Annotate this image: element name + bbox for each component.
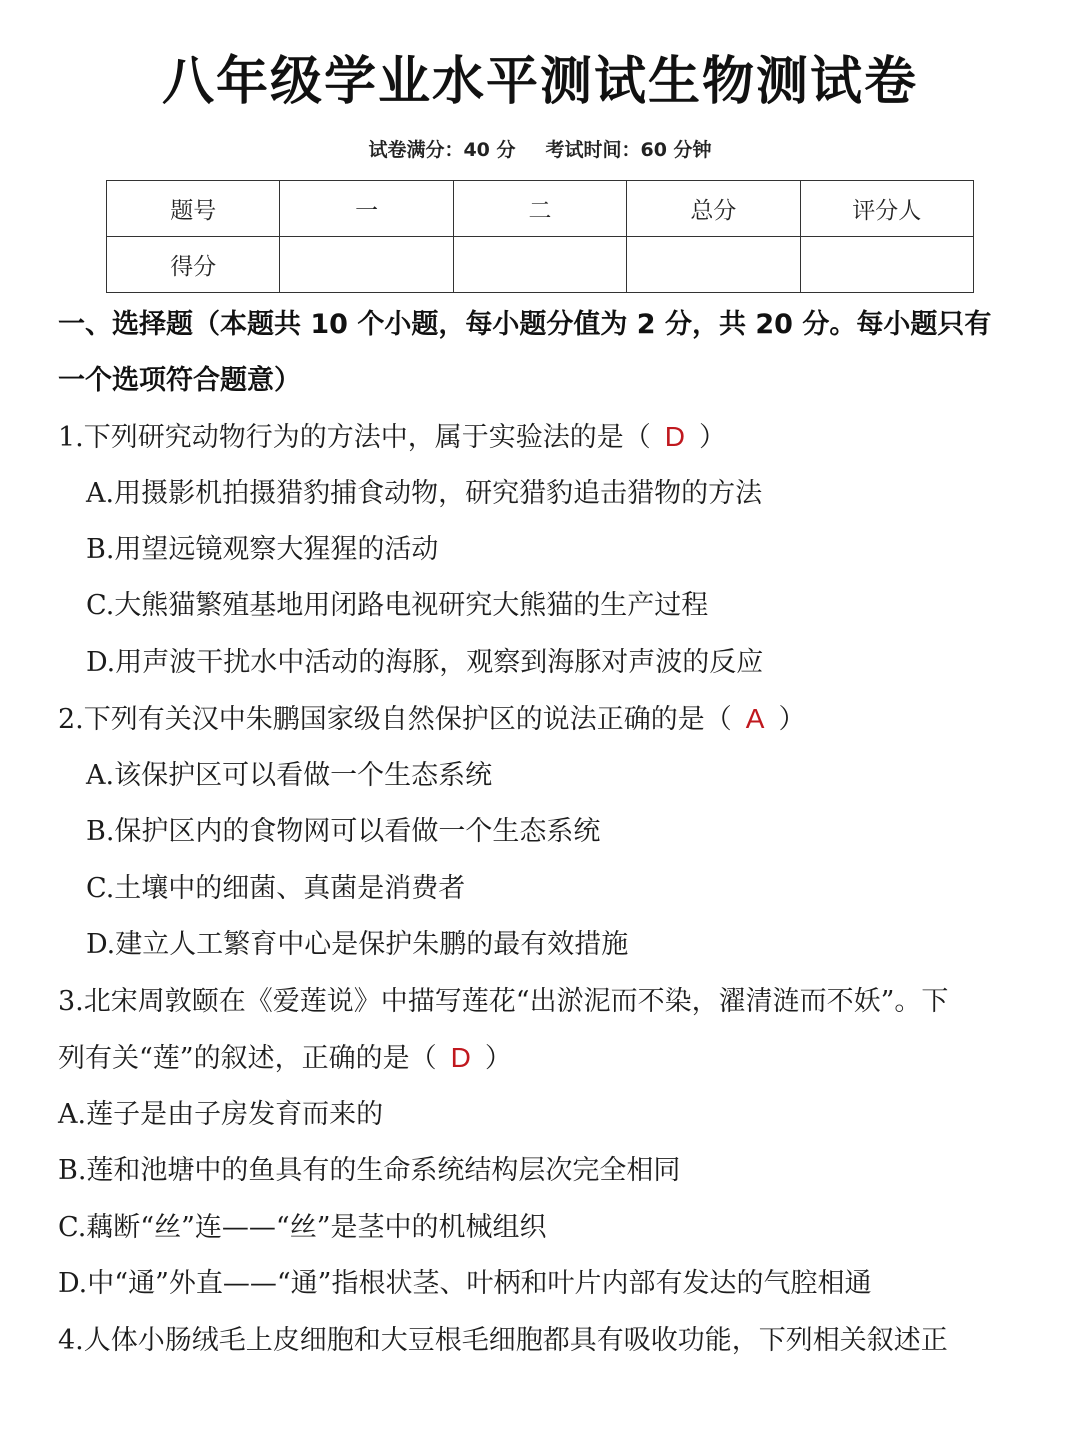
score-table-cell: [627, 237, 800, 293]
question-3-stem: 3.北宋周敦颐在《爱莲说》中描写莲花“出淤泥而不染，濯清涟而不妖”。下: [58, 986, 949, 1017]
exam-time: 考试时间：60 分钟: [545, 139, 712, 161]
exam-title: 八年级学业水平测试生物测试卷: [161, 52, 918, 112]
question-4-stem: 4.人体小肠绒毛上皮细胞和大豆根毛细胞都具有吸收功能，下列相关叙述正: [58, 1325, 948, 1356]
full-score: 试卷满分：40 分: [368, 139, 516, 161]
question-2-stem: 2.下列有关汉中朱鹏国家级自然保护区的说法正确的是（ A ）: [58, 703, 806, 735]
question-2-option-b: B.保护区内的食物网可以看做一个生态系统: [86, 816, 601, 847]
question-2-option-c: C.土壤中的细菌、真菌是消费者: [86, 873, 466, 904]
score-table-cell: [453, 237, 626, 293]
question-1-option-a: A.用摄影机拍摄猎豹捕食动物，研究猎豹追击猎物的方法: [86, 478, 763, 509]
question-1-answer: D: [664, 421, 685, 452]
score-table: [106, 180, 974, 293]
question-3-option-d: D.中“通”外直——“通”指根状茎、叶柄和叶片内部有发达的气腔相通: [58, 1268, 872, 1299]
score-table-cell: 评分人: [800, 181, 973, 237]
question-3-option-b: B.莲和池塘中的鱼具有的生命系统结构层次完全相同: [58, 1155, 681, 1186]
section-heading: 一、选择题（本题共 10 个小题，每小题分值为 2 分，共 20 分。每小题只有: [58, 309, 992, 340]
question-1-option-c: C.大熊猫繁殖基地用闭路电视研究大熊猫的生产过程: [86, 590, 709, 621]
question-2-option-d: D.建立人工繁育中心是保护朱鹏的最有效措施: [86, 929, 629, 960]
exam-info: [0, 136, 1080, 164]
score-table-score-row: [107, 237, 974, 293]
score-table-cell: 总分: [627, 181, 800, 237]
score-table-cell: 得分: [107, 237, 280, 293]
question-1-option-b: B.用望远镜观察大猩猩的活动: [86, 534, 439, 565]
section-heading-cont: 一个选项符合题意）: [58, 365, 301, 396]
question-1-option-d: D.用声波干扰水中活动的海豚，观察到海豚对声波的反应: [86, 647, 764, 678]
question-3-answer: D: [450, 1042, 471, 1073]
question-3-stem-cont: 列有关“莲”的叙述，正确的是（ D ）: [58, 1042, 512, 1074]
score-table-cell: 一: [280, 181, 453, 237]
score-table-cell: 二: [453, 181, 626, 237]
question-2-option-a: A.该保护区可以看做一个生态系统: [86, 760, 493, 791]
question-2-answer: A: [745, 703, 765, 734]
question-3-option-a: A.莲子是由子房发育而来的: [58, 1099, 384, 1130]
question-3-option-c: C.藕断“丝”连——“丝”是茎中的机械组织: [58, 1212, 547, 1243]
question-1-stem: 1.下列研究动物行为的方法中，属于实验法的是（ D ）: [58, 421, 726, 453]
score-table-cell: [800, 237, 973, 293]
score-table-cell: 题号: [107, 181, 280, 237]
score-table-header-row: [107, 181, 974, 237]
score-table-cell: [280, 237, 453, 293]
